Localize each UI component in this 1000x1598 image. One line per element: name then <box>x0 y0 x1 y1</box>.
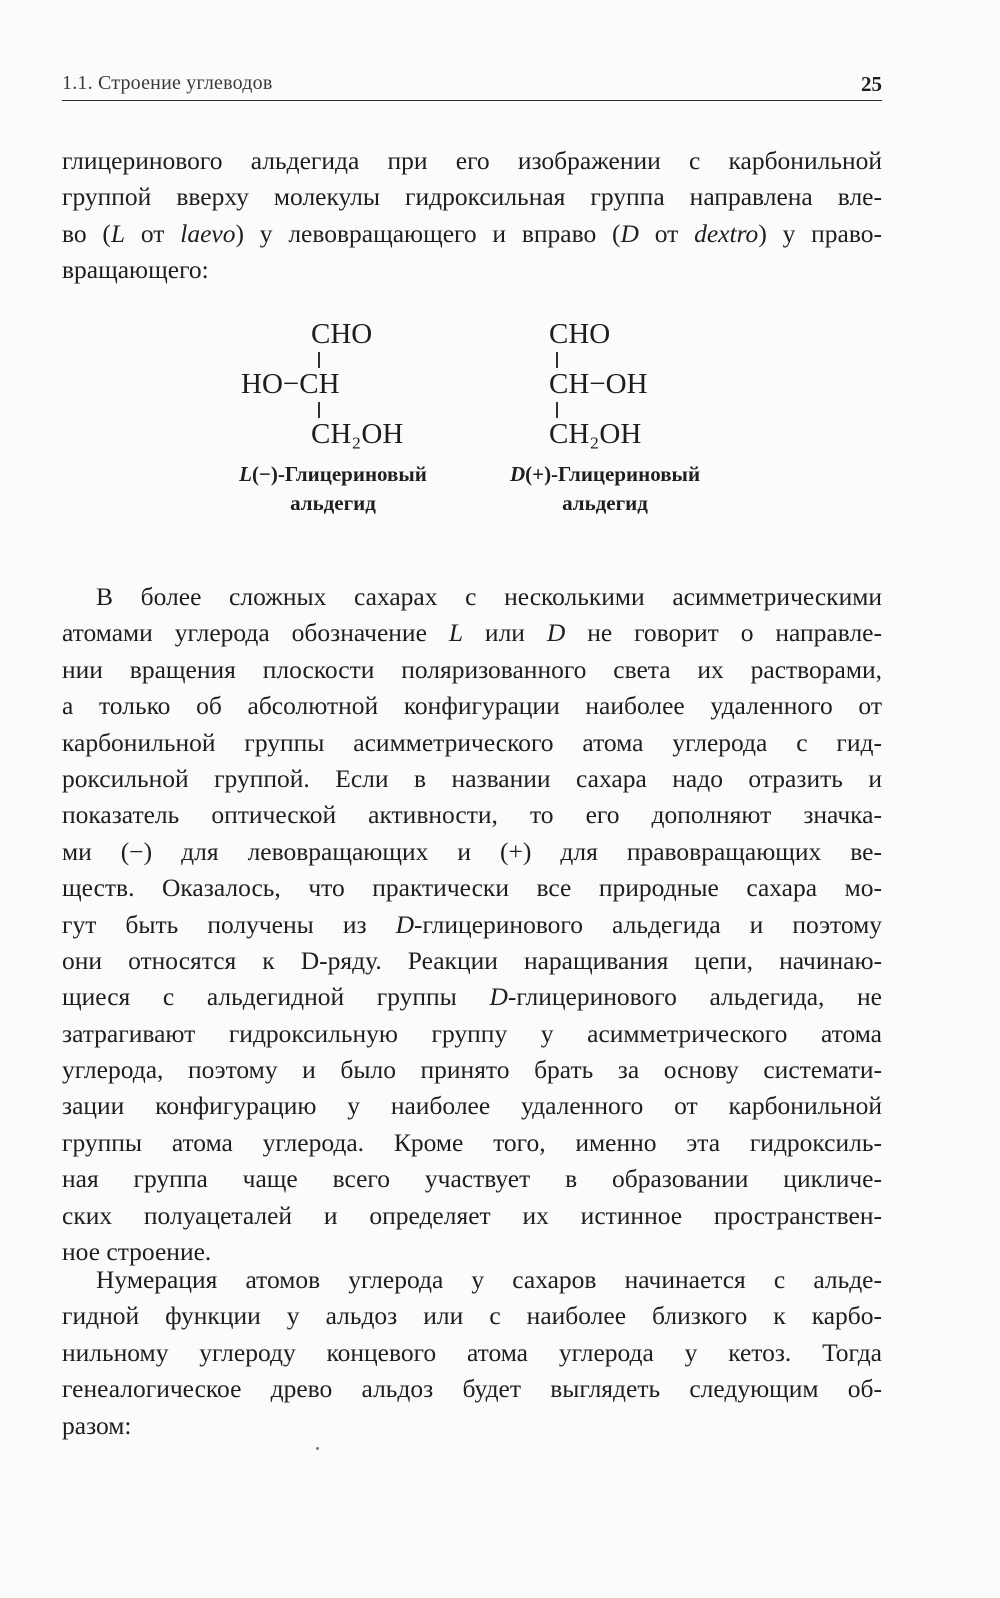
text-line: ществ. Оказалось, что практически все природные сахара мо- <box>62 873 882 903</box>
formula-caption-right <box>490 462 720 516</box>
text-line: зации конфигурацию у наиболее удаленного от карбонильной <box>62 1091 882 1121</box>
text-line: ми (−) для левовращающих и (+) для правовращающих ве- <box>62 836 882 866</box>
text-line: группы атома углерода. Кроме того, именно эта гидроксиль- <box>62 1127 882 1157</box>
text-line: углерода, поэтому и было принято брать за основу системати- <box>62 1055 882 1085</box>
text-line: карбонильной группы асимметрического атома углерода с гид- <box>62 727 882 757</box>
formula-top-group: CHO <box>549 318 611 350</box>
text-line: группой вверху молекулы гидроксильная группа направлена вле- <box>62 182 882 212</box>
bond-line <box>318 352 320 368</box>
paragraph-2 <box>62 579 882 1270</box>
text-line: нии вращения плоскости поляризованного света их растворами, <box>62 654 882 684</box>
bond-line <box>318 402 320 418</box>
caption-line: альдегид <box>562 491 648 515</box>
text-line: роксильной группой. Если в названии сахара надо отразить и <box>62 763 882 793</box>
paragraph-1 <box>62 143 882 289</box>
text-line: ских полуацеталей и определяет их истинное пространствен- <box>62 1200 882 1230</box>
text-line: генеалогическое древо альдоз будет выглядеть следующим об- <box>62 1374 882 1404</box>
caption-line: L(−)-Глицериновый <box>239 462 427 486</box>
running-header <box>62 72 882 101</box>
caption-line: D(+)-Глицериновый <box>509 462 701 486</box>
text-line: щиеся с альдегидной группы D-глицеринового альдегида, не <box>62 982 882 1012</box>
text-line: нильному углероду концевого атома углерода у кетоз. Тогда <box>62 1337 882 1367</box>
text-line: атомами углерода обозначение L или D не говорит о направле- <box>62 618 882 648</box>
text-line: гидной функции у альдоз или с наиболее близкого к карбо- <box>62 1301 882 1331</box>
formula-bottom-group: CH₂OH <box>311 418 404 450</box>
formula-top-group: CHO <box>311 318 373 350</box>
text-line: затрагивают гидроксильную группу у асимметрического атома <box>62 1018 882 1048</box>
bond-line <box>556 352 558 368</box>
text-line: разом: <box>62 1410 132 1440</box>
text-line: ная группа чаще всего участвует в образовании цикличе- <box>62 1164 882 1194</box>
text-line: они относятся к D-ряду. Реакции наращивания цепи, начинаю- <box>62 945 882 975</box>
formula-middle-group: CH−OH <box>549 368 648 400</box>
formula-bottom-group: CH₂OH <box>549 418 642 450</box>
formula-caption-left <box>222 462 444 516</box>
text-line: ное строение. <box>62 1237 212 1267</box>
text-line: вращающего: <box>62 255 209 285</box>
text-line: во (L от laevo) у левовращающего и вправо (D от dextro) у право- <box>62 218 882 248</box>
section-title: 1.1. Строение углеводов <box>62 72 273 94</box>
print-speck <box>316 1447 319 1450</box>
text-line: гут быть получены из D-глицеринового альдегида и поэтому <box>62 909 882 939</box>
text-line: Нумерация атомов углерода у сахаров начинается с альде- <box>96 1265 882 1294</box>
caption-line: альдегид <box>290 491 376 515</box>
text-line: глицеринового альдегида при его изображении с карбонильной <box>62 146 882 175</box>
paragraph-3 <box>62 1262 882 1444</box>
bond-line <box>556 402 558 418</box>
page-number: 25 <box>861 72 882 96</box>
formula-middle-group: HO−CH <box>241 368 340 400</box>
text-line: показатель оптической активности, то его дополняют значка- <box>62 800 882 830</box>
text-line: а только об абсолютной конфигурации наиболее удаленного от <box>62 691 882 721</box>
text-line: В более сложных сахарах с несколькими асимметрическими <box>96 582 882 611</box>
